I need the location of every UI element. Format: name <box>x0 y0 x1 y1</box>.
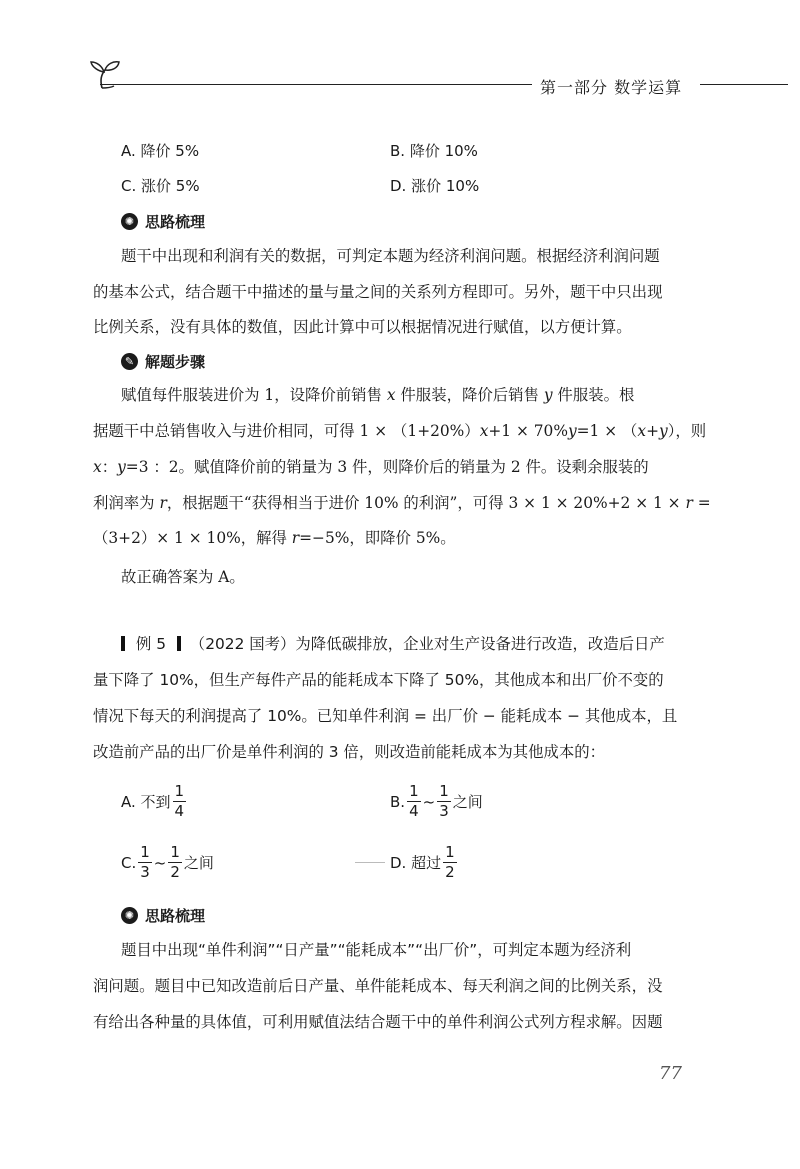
example-bar-right <box>177 636 181 651</box>
analysis-line: 比例关系，没有具体的数值，因此计算中可以根据情况进行赋值，以方便计算。 <box>93 318 632 336</box>
solution-line-1: 赋值每件服装进价为 1，设降价前销售 x 件服装，降价后销售 y 件服装。根 <box>121 386 635 404</box>
gear-icon: ✺ <box>121 213 138 230</box>
option-a: A. 降价 5% <box>121 142 200 160</box>
fraction-1-2: $\frac{1}{2}$ <box>445 843 455 881</box>
example5-analysis-line: 有给出各种量的具体值，可利用赋值法结合题干中的单件利润公式列方程求解。因题 <box>93 1013 663 1031</box>
header-section-title: 第一部分 数学运算 <box>540 78 683 97</box>
header-rule-right <box>700 84 788 85</box>
fraction-1-4: $\frac{1}{4}$ <box>174 782 185 820</box>
example5-stem-line: 改造前产品的出厂价是单件利润的 3 倍，则改造前能耗成本为其他成本的： <box>93 743 606 761</box>
fraction-1-4: $\frac{1}{4}$ <box>409 782 419 820</box>
example5-stem-line: 量下降了 10%，但生产每件产品的能耗成本下降了 50%，其他成本和出厂价不变的 <box>93 671 664 689</box>
header-rule-left <box>100 84 532 85</box>
example5-option-c: C. $\frac{1}{3}$ ~ $\frac{1}{2}$ 之间 <box>121 843 214 881</box>
example5-option-b: B. $\frac{1}{4}$ ~ $\frac{1}{3}$ 之间 <box>390 782 483 820</box>
solution-line-2: 据题干中总销售收入与进价相同，可得 1 × （1+20%）x+1 × 70%y=1 × （x+y），则 <box>93 422 707 440</box>
page-number: 77 <box>659 1063 682 1084</box>
analysis-line: 题干中出现和利润有关的数据，可判定本题为经济利润问题。根据经济利润问题 <box>121 247 660 265</box>
sprout-icon <box>88 58 128 92</box>
analysis-heading <box>121 211 205 232</box>
example5-analysis-line: 题目中出现“单件利润”“日产量”“能耗成本”“出厂价”，可判定本题为经济利 <box>121 941 632 959</box>
fraction-1-2: $\frac{1}{2}$ <box>170 843 180 881</box>
example-bar-left <box>121 636 125 651</box>
scan-mark <box>355 862 385 863</box>
example5-stem-line: 情况下每天的利润提高了 10%。已知单件利润 = 出厂价 − 能耗成本 − 其他成本，且 <box>93 707 678 725</box>
analysis-line: 的基本公式，结合题干中描述的量与量之间的关系列方程即可。另外，题干中只出现 <box>93 283 663 301</box>
analysis-heading-text: 思路梳理 <box>145 213 206 231</box>
pencil-icon: ✎ <box>121 353 138 370</box>
solution-heading-text: 解题步骤 <box>145 353 206 371</box>
option-c: C. 涨价 5% <box>121 177 200 195</box>
solution-line-5: （3+2）× 1 × 10%，解得 r=−5%，即降价 5%。 <box>93 529 456 547</box>
option-b: B. 降价 10% <box>390 142 478 160</box>
example5-option-d: D. 超过 $\frac{1}{2}$ <box>390 843 455 881</box>
solution-line-3: x：y=3 ：2。赋值降价前的销量为 3 件，则降价后的销量为 2 件。设剩余服装的 <box>93 458 649 476</box>
fraction-1-3: $\frac{1}{3}$ <box>439 782 449 820</box>
gear-icon: ✺ <box>121 907 138 924</box>
example5-analysis-heading <box>121 905 205 926</box>
example5-stem-line-1: 例 5 （2022 国考）为降低碳排放，企业对生产设备进行改造，改造后日产 <box>121 632 665 654</box>
solution-heading <box>121 351 205 372</box>
fraction-1-3: $\frac{1}{3}$ <box>140 843 150 881</box>
option-d: D. 涨价 10% <box>390 177 480 195</box>
example-label: 例 5 <box>135 635 166 653</box>
example5-option-a: A. 不到 $\frac{1}{4}$ <box>121 782 185 820</box>
solution-line-4: 利润率为 r，根据题干“获得相当于进价 10% 的利润”，可得 3 × 1 × 20%+2 × 1 × r = <box>93 494 711 512</box>
answer-line: 故正确答案为 A。 <box>121 568 245 586</box>
example5-analysis-heading-text: 思路梳理 <box>145 907 206 925</box>
example5-analysis-line: 润问题。题目中已知改造前后日产量、单件能耗成本、每天利润之间的比例关系，没 <box>93 977 663 995</box>
